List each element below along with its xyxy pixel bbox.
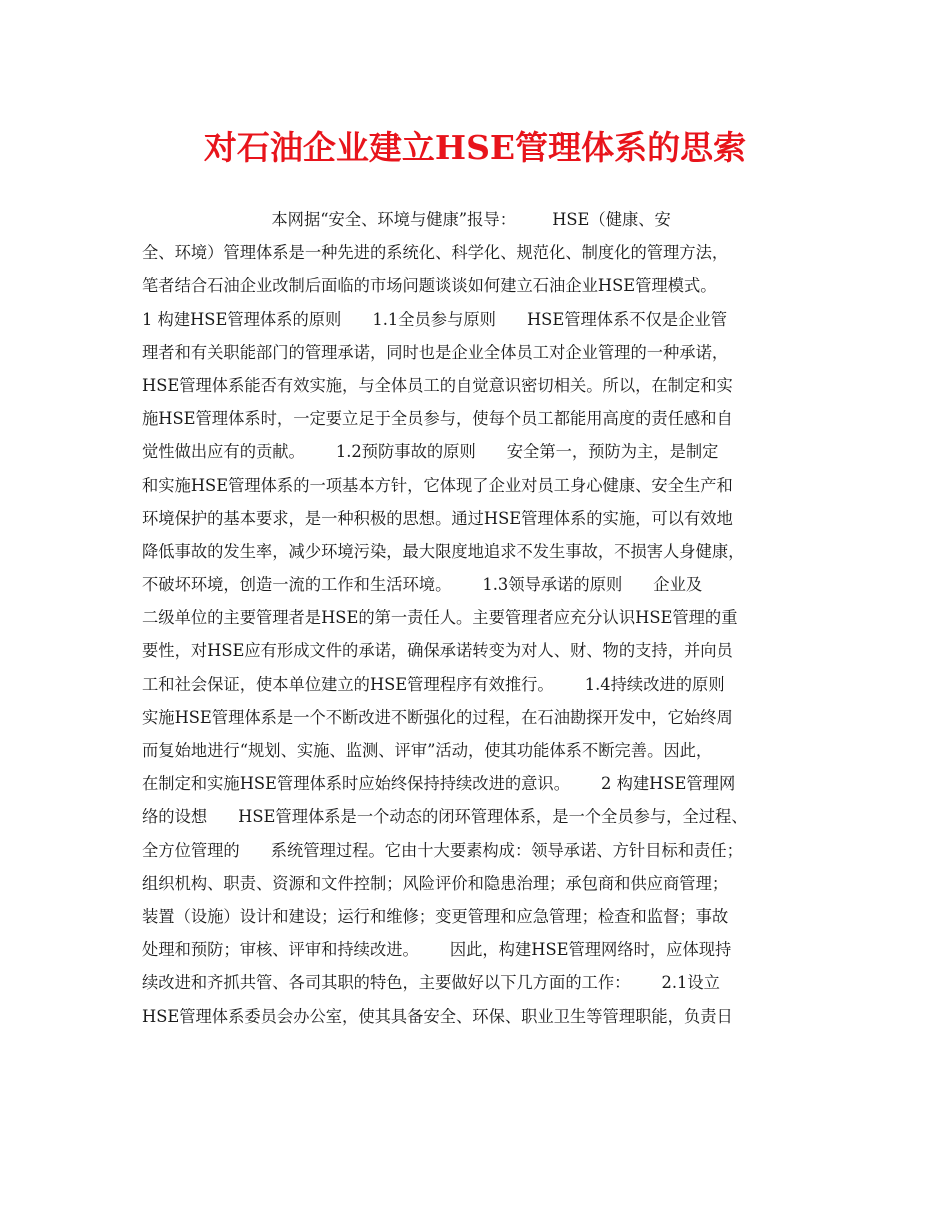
document-body <box>142 203 832 1033</box>
body-line: 本网据“安全、环境与健康”报导： HSE（健康、安 <box>142 210 671 229</box>
body-line: 觉性做出应有的贡献。 1.2预防事故的原则 安全第一，预防为主，是制定 <box>142 442 719 462</box>
body-line: HSE管理体系能否有效实施，与全体员工的自觉意识密切相关。所以，在制定和实 <box>142 375 733 395</box>
body-line: 要性，对HSE应有形成文件的承诺，确保承诺转变为对人、财、物的支持，并向员 <box>142 641 733 661</box>
body-line: 实施HSE管理体系是一个不断改进不断强化的过程，在石油勘探开发中，它始终周 <box>142 707 733 727</box>
body-line: 在制定和实施HSE管理体系时应始终保持持续改进的意识。 2 构建HSE管理网 <box>142 774 736 794</box>
body-line: 络的设想 HSE管理体系是一个动态的闭环管理体系，是一个全员参与，全过程、 <box>142 807 748 827</box>
body-line: 而复始地进行“规划、实施、监测、评审”活动，使其功能体系不断完善。因此， <box>142 741 713 760</box>
document-title: 对石油企业建立HSE管理体系的思索 <box>203 128 747 167</box>
body-line: HSE管理体系委员会办公室，使其具备安全、环保、职业卫生等管理职能，负责日 <box>142 1006 733 1026</box>
body-line: 全、环境）管理体系是一种先进的系统化、科学化、规范化、制度化的管理方法， <box>142 243 729 263</box>
body-line: 降低事故的发生率，减少环境污染，最大限度地追求不发生事故，不损害人身健康， <box>142 541 745 561</box>
body-line: 续改进和齐抓共管、各司其职的特色，主要做好以下几方面的工作： 2.1设立 <box>142 973 720 993</box>
body-line: 二级单位的主要管理者是HSE的第一责任人。主要管理者应充分认识HSE管理的重 <box>142 608 738 628</box>
body-line: 笔者结合石油企业改制后面临的市场问题谈谈如何建立石油企业HSE管理模式。 <box>142 276 717 296</box>
body-line: 环境保护的基本要求，是一种积极的思想。通过HSE管理体系的实施，可以有效地 <box>142 508 733 528</box>
body-line: 处理和预防；审核、评审和持续改进。 因此，构建HSE管理网络时，应体现持 <box>142 940 732 960</box>
body-line: 理者和有关职能部门的管理承诺，同时也是企业全体员工对企业管理的一种承诺， <box>142 342 729 362</box>
body-line: 和实施HSE管理体系的一项基本方针，它体现了企业对员工身心健康、安全生产和 <box>142 475 733 495</box>
body-line: 组织机构、职责、资源和文件控制；风险评价和隐患治理；承包商和供应商管理； <box>142 873 729 893</box>
body-line: 不破坏环境，创造一流的工作和生活环境。 1.3领导承诺的原则 企业及 <box>142 575 703 595</box>
body-line: 装置（设施）设计和建设；运行和维修；变更管理和应急管理；检查和监督；事故 <box>142 906 729 926</box>
body-line: 工和社会保证，使本单位建立的HSE管理程序有效推行。 1.4持续改进的原则 <box>142 674 725 694</box>
body-line: 施HSE管理体系时，一定要立足于全员参与，使每个员工都能用高度的责任感和自 <box>142 409 733 429</box>
body-line: 全方位管理的 系统管理过程。它由十大要素构成：领导承诺、方针目标和责任； <box>142 840 743 860</box>
body-line: 1 构建HSE管理体系的原则 1.1全员参与原则 HSE管理体系不仅是企业管 <box>142 309 728 329</box>
